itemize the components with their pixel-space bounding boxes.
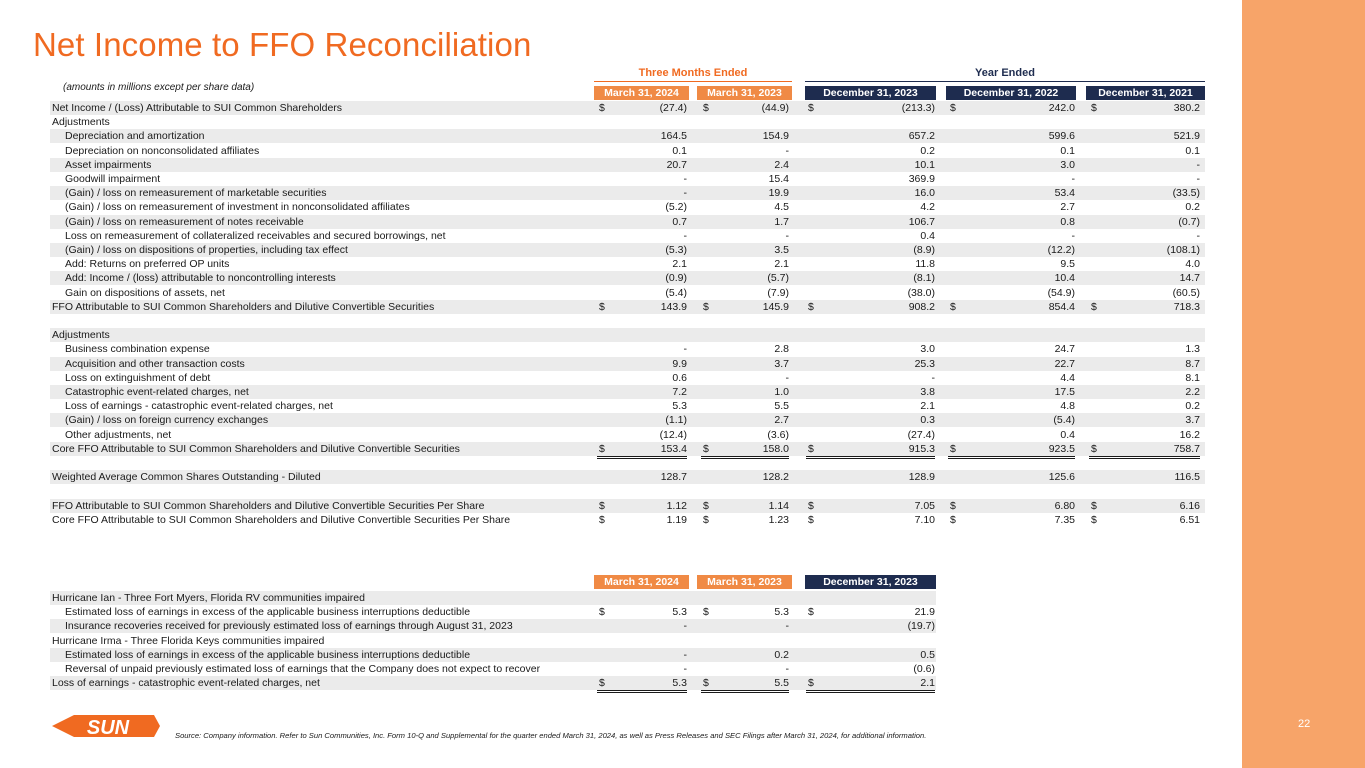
row-label: FFO Attributable to SUI Common Shareholders and Dilutive Convertible Securities Per Share [52, 499, 485, 512]
group-header-year: Year Ended [805, 66, 1205, 82]
table-row [50, 484, 1205, 498]
cell-value: 5.5 [701, 676, 789, 693]
currency-symbol: $ [703, 606, 709, 619]
currency-symbol: $ [599, 499, 605, 512]
table-row [50, 101, 1205, 115]
currency-symbol: $ [950, 102, 956, 114]
row-label: Add: Income / (loss) attributable to noncontrolling interests [65, 272, 336, 285]
cell-value: 0.5 [920, 648, 935, 661]
cell-value: 758.7 [1089, 442, 1200, 459]
cell-value: - [701, 662, 789, 677]
cell-value: 2.1 [774, 258, 789, 271]
cell-value: 908.2 [908, 300, 935, 313]
table-row [50, 428, 1205, 442]
cell-value: 16.0 [914, 187, 935, 200]
cell-value: 242.0 [1048, 102, 1075, 114]
table-row [50, 314, 1205, 328]
cell-value: (7.9) [701, 286, 789, 301]
row-label: Loss of earnings - catastrophic event-related charges, net [52, 677, 320, 690]
cell-value: 5.3 [774, 606, 789, 619]
currency-symbol: $ [950, 499, 956, 512]
cell-value: 158.0 [701, 442, 789, 459]
table-row [50, 328, 1205, 342]
cell-value: 521.9 [1173, 130, 1200, 143]
cell-value: 6.51 [1179, 513, 1200, 526]
table-row [50, 158, 1205, 172]
cell-value: 145.9 [762, 300, 789, 313]
table-row [50, 129, 1205, 143]
row-label: Goodwill impairment [65, 173, 161, 185]
currency-symbol: $ [808, 442, 814, 455]
cell-value: 0.7 [672, 215, 687, 228]
column-header: March 31, 2023 [697, 86, 792, 100]
cell-value: (60.5) [1089, 286, 1200, 301]
cell-value: 1.19 [666, 513, 687, 526]
cell-value: 2.7 [1060, 201, 1075, 214]
right-accent-band [1242, 0, 1365, 768]
currency-symbol: $ [950, 513, 956, 526]
row-label: Adjustments [52, 329, 110, 342]
cell-value: - [683, 620, 687, 633]
column-header: December 31, 2022 [946, 86, 1076, 100]
currency-symbol: $ [808, 499, 814, 512]
currency-symbol: $ [950, 442, 956, 455]
cell-value: 15.4 [768, 173, 789, 185]
cell-value: - [785, 620, 789, 633]
cell-value: 25.3 [914, 357, 935, 370]
cell-value: 4.2 [920, 201, 935, 214]
cell-value: (1.1) [665, 414, 687, 427]
cell-value: 106.7 [908, 215, 935, 228]
cell-value: 6.16 [1179, 499, 1200, 512]
cell-value: (5.2) [665, 201, 687, 214]
cell-value: - [597, 662, 687, 677]
cell-value: 7.05 [914, 499, 935, 512]
currency-symbol: $ [1091, 300, 1097, 313]
table-row [50, 499, 1205, 513]
cell-value: 1.14 [768, 499, 789, 512]
cell-value: 0.4 [948, 428, 1075, 443]
cell-value: 5.5 [774, 400, 789, 413]
currency-symbol: $ [808, 300, 814, 313]
cell-value: 24.7 [1054, 343, 1075, 356]
page-number: 22 [1298, 718, 1311, 730]
cell-value: 3.5 [774, 244, 789, 256]
cell-value: (0.7) [1178, 215, 1200, 228]
cell-value: 0.3 [920, 414, 935, 427]
group-header-three-months: Three Months Ended [594, 66, 792, 82]
table-row [50, 257, 1205, 271]
source-footnote: Source: Company information. Refer to Sun Communities, Inc. Form 10-Q and Supplemental for the quarter ended March 31, 2024, as well as Press Releases and SEC Filings after March 31, 2024, for additional information. [175, 731, 927, 740]
table-row [50, 357, 1205, 371]
cell-value: - [683, 648, 687, 661]
cell-value: 2.1 [920, 400, 935, 413]
cell-value: 21.9 [914, 606, 935, 619]
cell-value: 0.2 [1185, 400, 1200, 413]
cell-value: 7.2 [672, 386, 687, 398]
units-note: (amounts in millions except per share data) [63, 82, 255, 93]
column-header: December 31, 2021 [1086, 86, 1205, 100]
row-label: Loss on extinguishment of debt [65, 371, 211, 384]
cell-value: 657.2 [908, 130, 935, 143]
row-label: Other adjustments, net [65, 428, 172, 441]
row-label: (Gain) / loss on dispositions of properties, including tax effect [65, 244, 348, 256]
currency-symbol: $ [703, 513, 709, 526]
currency-symbol: $ [599, 513, 605, 526]
table-row [50, 300, 1205, 314]
currency-symbol: $ [703, 300, 709, 313]
cell-value: (38.0) [806, 286, 935, 301]
cell-value: (5.4) [597, 286, 687, 301]
cell-value: (44.9) [761, 102, 789, 114]
cell-value: (54.9) [948, 286, 1075, 301]
cell-value: 0.1 [1185, 144, 1200, 157]
cell-value: 3.7 [1185, 414, 1200, 427]
table-row [50, 442, 1205, 456]
cell-value: 125.6 [1048, 471, 1075, 484]
row-label: Depreciation and amortization [65, 130, 205, 143]
row-label: Core FFO Attributable to SUI Common Shareholders and Dilutive Convertible Securities [52, 442, 460, 455]
table-row [50, 456, 1205, 470]
cell-value: - [1196, 173, 1200, 185]
cell-value: 9.9 [672, 357, 687, 370]
cell-value: (33.5) [1172, 187, 1200, 200]
cell-value: (19.7) [907, 620, 935, 633]
currency-symbol: $ [950, 300, 956, 313]
cell-value: 154.9 [762, 130, 789, 143]
table-row [50, 371, 1205, 385]
cell-value: 164.5 [660, 130, 687, 143]
row-label: Catastrophic event-related charges, net [65, 386, 249, 398]
table-row [50, 676, 936, 690]
cell-value: 16.2 [1089, 428, 1200, 443]
cell-value: (5.3) [665, 244, 687, 256]
table-row [50, 605, 936, 619]
table-row [50, 200, 1205, 214]
row-label: Loss on remeasurement of collateralized receivables and secured borrowings, net [65, 229, 446, 242]
table-row [50, 662, 936, 676]
cell-value: 7.10 [914, 513, 935, 526]
table-row [50, 470, 1205, 484]
cell-value: 128.7 [660, 471, 687, 484]
currency-symbol: $ [1091, 102, 1097, 114]
row-label: Asset impairments [65, 158, 152, 171]
cell-value: (12.4) [597, 428, 687, 443]
cell-value: 14.7 [1179, 272, 1200, 285]
table-row [50, 229, 1205, 243]
currency-symbol: $ [599, 102, 605, 114]
row-label: (Gain) / loss on remeasurement of investment in nonconsolidated affiliates [65, 201, 410, 214]
table-row [50, 115, 1205, 129]
column-header: December 31, 2023 [805, 575, 936, 589]
cell-value: 1.7 [774, 215, 789, 228]
cell-value: 1.12 [666, 499, 687, 512]
cell-value: (0.6) [806, 662, 935, 677]
cell-value: (108.1) [1166, 244, 1200, 256]
currency-symbol: $ [808, 606, 814, 619]
table-row [50, 413, 1205, 427]
cell-value: (8.1) [913, 272, 935, 285]
cell-value: - [1071, 173, 1075, 185]
cell-value: 20.7 [666, 158, 687, 171]
cell-value: 1.0 [774, 386, 789, 398]
cell-value: 4.8 [1060, 400, 1075, 413]
cell-value: 4.0 [1185, 258, 1200, 271]
cell-value: - [785, 229, 789, 242]
column-header: March 31, 2024 [594, 575, 689, 589]
cell-value: 599.6 [1048, 130, 1075, 143]
column-header: December 31, 2023 [805, 86, 936, 100]
cell-value: 0.8 [1060, 215, 1075, 228]
table-row [50, 144, 1205, 158]
cell-value: (27.4) [659, 102, 687, 114]
cell-value: (5.7) [767, 272, 789, 285]
table-row [50, 513, 1205, 527]
row-label: (Gain) / loss on foreign currency exchanges [65, 414, 269, 427]
cell-value: 5.3 [672, 606, 687, 619]
cell-value: (0.9) [665, 272, 687, 285]
cell-value: - [683, 187, 687, 200]
cell-value: 5.3 [597, 676, 687, 693]
cell-value: 53.4 [1054, 187, 1075, 200]
row-label: Acquisition and other transaction costs [65, 357, 245, 370]
cell-value: - [683, 173, 687, 185]
cell-value: - [683, 343, 687, 356]
row-label: Depreciation on nonconsolidated affiliates [65, 144, 260, 157]
cell-value: - [1196, 158, 1200, 171]
cell-value: (27.4) [806, 428, 935, 443]
table-row [50, 634, 936, 648]
cell-value: 0.2 [1185, 201, 1200, 214]
currency-symbol: $ [808, 513, 814, 526]
currency-symbol: $ [599, 677, 605, 690]
row-label: Add: Returns on preferred OP units [65, 258, 230, 271]
cell-value: - [785, 144, 789, 157]
cell-value: 8.1 [1185, 371, 1200, 384]
cell-value: 2.4 [774, 158, 789, 171]
cell-value: 2.1 [806, 676, 935, 693]
table-row [50, 399, 1205, 413]
cell-value: 3.0 [1060, 158, 1075, 171]
cell-value: 17.5 [1054, 386, 1075, 398]
cell-value: 11.8 [915, 258, 935, 271]
row-label: Gain on dispositions of assets, net [65, 286, 225, 299]
cell-value: 128.9 [908, 471, 935, 484]
cell-value: 10.1 [914, 158, 935, 171]
row-label: (Gain) / loss on remeasurement of marketable securities [65, 187, 327, 200]
row-label: Core FFO Attributable to SUI Common Shareholders and Dilutive Convertible Securities Per Share [52, 513, 511, 526]
row-label: FFO Attributable to SUI Common Shareholders and Dilutive Convertible Securities [52, 300, 435, 313]
cell-value: 6.80 [1054, 499, 1075, 512]
currency-symbol: $ [599, 442, 605, 455]
cell-value: 3.0 [920, 343, 935, 356]
cell-value: 153.4 [597, 442, 687, 459]
cell-value: 3.7 [774, 357, 789, 370]
cell-value: 2.8 [774, 343, 789, 356]
page-title: Net Income to FFO Reconciliation [33, 26, 532, 63]
row-label: Hurricane Irma - Three Florida Keys communities impaired [52, 634, 325, 647]
table-row [50, 342, 1205, 356]
cell-value: 116.5 [1174, 471, 1200, 484]
row-label: Insurance recoveries received for previously estimated loss of earnings through August 31, 2023 [65, 620, 513, 633]
row-label: Hurricane Ian - Three Fort Myers, Florida RV communities impaired [52, 592, 365, 604]
cell-value: 0.4 [920, 229, 935, 242]
logo-text: SUN [86, 717, 130, 739]
row-label: Reversal of unpaid previously estimated loss of earnings that the Company does not expect to recover [65, 663, 541, 675]
row-label: Estimated loss of earnings in excess of the applicable business interruptions deductible [65, 606, 471, 619]
cell-value: (213.3) [901, 102, 935, 114]
cell-value: 380.2 [1173, 102, 1200, 114]
table-row [50, 648, 936, 662]
cell-value: 7.35 [1054, 513, 1075, 526]
currency-symbol: $ [1091, 513, 1097, 526]
table-row [50, 385, 1205, 399]
cell-value: 0.6 [672, 371, 687, 384]
cell-value: 1.23 [768, 513, 789, 526]
cell-value: 1.3 [1185, 343, 1200, 356]
cell-value: 8.7 [1185, 357, 1200, 370]
sun-logo [50, 712, 162, 740]
cell-value: 128.2 [762, 471, 789, 484]
cell-value: 2.2 [1185, 386, 1200, 398]
currency-symbol: $ [703, 442, 709, 455]
cell-value: (12.2) [1047, 244, 1075, 256]
cell-value: 9.5 [1060, 258, 1075, 271]
cell-value: - [1071, 229, 1075, 242]
cell-value: 5.3 [672, 400, 687, 413]
cell-value: - [1196, 229, 1200, 242]
row-label: Business combination expense [65, 343, 210, 356]
cell-value: 19.9 [768, 187, 789, 200]
cell-value: 22.7 [1054, 357, 1075, 370]
cell-value: 4.5 [774, 201, 789, 214]
cell-value: (8.9) [913, 244, 935, 256]
cell-value: 2.7 [774, 414, 789, 427]
row-label: Loss of earnings - catastrophic event-related charges, net [65, 400, 333, 413]
currency-symbol: $ [703, 499, 709, 512]
cell-value: - [785, 371, 789, 384]
cell-value: 2.1 [672, 258, 687, 271]
cell-value: - [931, 371, 935, 384]
table-row [50, 215, 1205, 229]
cell-value: (5.4) [1053, 414, 1075, 427]
currency-symbol: $ [1091, 499, 1097, 512]
currency-symbol: $ [703, 102, 709, 114]
cell-value: 369.9 [908, 173, 935, 185]
currency-symbol: $ [599, 606, 605, 619]
cell-value: (3.6) [701, 428, 789, 443]
table-row [50, 286, 1205, 300]
table-row [50, 243, 1205, 257]
cell-value: 10.4 [1054, 272, 1075, 285]
currency-symbol: $ [808, 677, 814, 690]
cell-value: 0.1 [672, 144, 687, 157]
cell-value: 143.9 [660, 300, 687, 313]
currency-symbol: $ [1091, 442, 1097, 455]
cell-value: 718.3 [1173, 300, 1200, 313]
cell-value: - [683, 229, 687, 242]
column-header: March 31, 2024 [594, 86, 689, 100]
currency-symbol: $ [599, 300, 605, 313]
table-row [50, 186, 1205, 200]
cell-value: 0.1 [1060, 144, 1075, 157]
cell-value: 854.4 [1048, 300, 1075, 313]
row-label: (Gain) / loss on remeasurement of notes receivable [65, 215, 304, 228]
currency-symbol: $ [808, 102, 814, 114]
cell-value: 0.2 [920, 144, 935, 157]
row-label: Estimated loss of earnings in excess of the applicable business interruptions deductible [65, 648, 471, 661]
row-label: Weighted Average Common Shares Outstanding - Diluted [52, 471, 321, 484]
table-row [50, 591, 936, 605]
row-label: Net Income / (Loss) Attributable to SUI Common Shareholders [52, 102, 343, 114]
table-row [50, 271, 1205, 285]
table-row [50, 619, 936, 633]
table-row [50, 172, 1205, 186]
cell-value: 923.5 [948, 442, 1075, 459]
cell-value: 4.4 [1060, 371, 1075, 384]
cell-value: 915.3 [806, 442, 935, 459]
row-label: Adjustments [52, 116, 110, 129]
cell-value: 0.2 [774, 648, 789, 661]
cell-value: 3.8 [920, 386, 935, 398]
column-header: March 31, 2023 [697, 575, 792, 589]
currency-symbol: $ [703, 677, 709, 690]
